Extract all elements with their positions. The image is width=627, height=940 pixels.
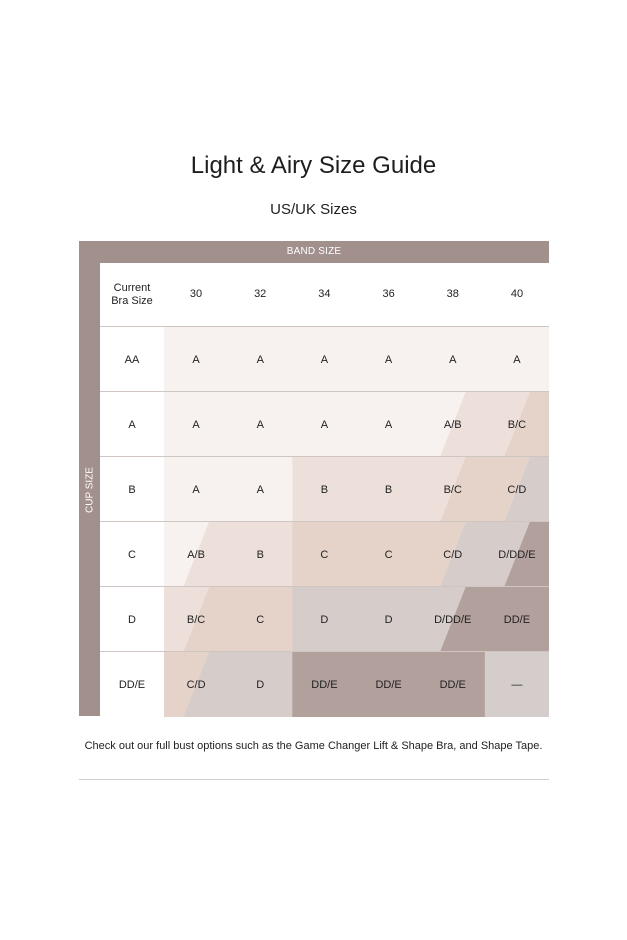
page-subtitle: US/UK Sizes <box>270 201 357 218</box>
cup-size-label: CUP SIZE <box>84 466 95 513</box>
size-cell: A <box>513 353 521 366</box>
size-cell: B/C <box>507 418 527 431</box>
size-cell: D/DD/E <box>434 613 472 626</box>
band-header-32: 32 <box>254 288 267 300</box>
size-cell: C <box>320 548 329 561</box>
band-header-34: 34 <box>318 288 331 300</box>
size-cell: A <box>384 418 393 431</box>
band-size-label: BAND SIZE <box>286 246 342 257</box>
size-cell: D <box>256 678 265 691</box>
size-cell: D <box>384 613 393 626</box>
table-row <box>100 457 549 522</box>
header-row <box>100 263 549 327</box>
size-chart <box>79 241 549 716</box>
table-row <box>100 522 549 587</box>
size-cell: A <box>320 418 329 431</box>
size-cell: B <box>256 548 264 561</box>
cup-row-label: AA <box>100 327 164 392</box>
size-cell: DD/E <box>375 678 402 691</box>
cup-row-label: DD/E <box>100 652 164 717</box>
size-cell: C <box>256 613 265 626</box>
size-cell: A <box>449 353 457 366</box>
size-cell: A <box>384 353 393 366</box>
full-bust-note: Check out our full bust options such as the Game Changer Lift & Shape Bra, and Shape Tape. <box>84 740 543 752</box>
size-cell: — <box>511 678 523 691</box>
size-cell: C <box>384 548 393 561</box>
size-cell: DD/E <box>439 678 466 691</box>
size-cell: D <box>320 613 329 626</box>
cup-size-label-wrap <box>79 263 100 716</box>
size-cell: A <box>256 418 264 431</box>
size-cell: A/B <box>187 548 205 561</box>
table-row <box>100 652 549 717</box>
size-grid <box>100 263 549 716</box>
band-header-40: 40 <box>510 288 524 300</box>
size-cell: A <box>320 353 329 366</box>
band-header-38: 38 <box>446 288 459 300</box>
size-cell: A <box>192 483 200 496</box>
size-cell: DD/E <box>311 678 338 691</box>
size-cell: A <box>256 353 264 366</box>
size-cell: B/C <box>443 483 462 496</box>
size-cell: C/D <box>186 678 206 691</box>
cup-row-label: D <box>100 587 164 652</box>
size-cell: A/B <box>443 418 462 431</box>
size-cell: A <box>192 353 200 366</box>
table-row <box>100 392 549 457</box>
size-cell: D/DD/E <box>498 548 536 561</box>
table-row <box>100 327 549 392</box>
size-cell: B <box>320 483 329 496</box>
cup-row-label: C <box>100 522 164 587</box>
band-header-30: 30 <box>189 288 203 300</box>
size-cell: B <box>384 483 393 496</box>
size-cell: DD/E <box>503 613 531 626</box>
size-cell: A <box>192 418 200 431</box>
divider <box>79 779 549 780</box>
current-bra-size-header: Current Bra Size <box>111 281 153 307</box>
size-cell: B/C <box>186 613 206 626</box>
cup-row-label: A <box>100 392 164 457</box>
size-cell: C/D <box>507 483 527 496</box>
cup-row-label: B <box>100 457 164 522</box>
table-row <box>100 587 549 652</box>
band-header-36: 36 <box>382 288 395 300</box>
size-cell: A <box>256 483 264 496</box>
page-title: Light & Airy Size Guide <box>190 152 437 179</box>
size-cell: C/D <box>443 548 463 561</box>
